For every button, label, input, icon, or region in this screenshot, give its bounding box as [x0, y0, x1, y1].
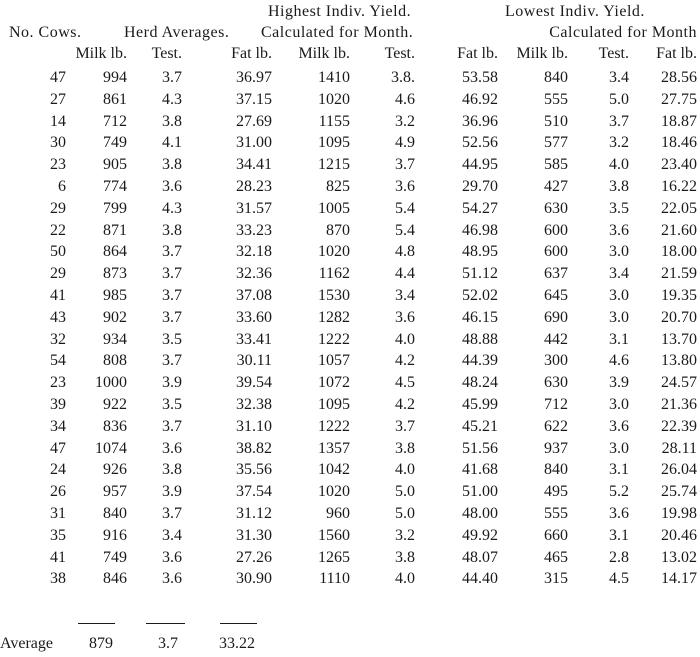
average-fat: 33.22 — [219, 635, 255, 652]
fat-cell: 32.18 — [236, 243, 272, 261]
highest-test-cell: 4.2 — [395, 396, 415, 413]
lowest-fat-cell: 16.22 — [661, 178, 697, 195]
lowest-test-cell: 3.1 — [609, 330, 629, 348]
highest-test-cell: 4.5 — [395, 374, 415, 392]
highest-fat-cell: 44.40 — [462, 570, 498, 588]
highest-test-cell: 4.0 — [395, 461, 415, 479]
test-cell: 3.9 — [162, 374, 182, 392]
highest-milk-column-header: Milk lb. — [298, 45, 350, 62]
lowest-test-cell: 5.0 — [609, 90, 629, 108]
cows-cell: 35 — [50, 526, 66, 544]
highest-test-cell: 4.2 — [395, 352, 415, 370]
highest-milk-cell: 1155 — [318, 112, 350, 130]
cows-cell: 26 — [50, 483, 66, 501]
lowest-fat-cell: 27.75 — [661, 90, 697, 108]
highest-milk-cell: 1410 — [318, 69, 350, 86]
lowest-test-cell: 3.7 — [609, 112, 629, 130]
milk-cell: 916 — [103, 526, 127, 544]
highest-fat-cell: 51.12 — [462, 265, 498, 283]
highest-fat-cell: 46.98 — [462, 221, 498, 239]
test-cell: 3.8 — [162, 461, 182, 479]
cows-cell: 29 — [50, 265, 66, 283]
highest-milk-cell: 1057 — [318, 352, 350, 370]
fat-cell: 36.97 — [236, 69, 272, 86]
fat-cell: 28.23 — [236, 178, 272, 195]
fat-cell: 37.08 — [236, 287, 272, 304]
lowest-milk-cell: 495 — [544, 483, 568, 501]
highest-milk-cell: 1282 — [318, 308, 350, 326]
milk-cell: 922 — [103, 396, 127, 413]
lowest-milk-cell: 630 — [544, 199, 568, 217]
lowest-fat-cell: 20.46 — [661, 526, 697, 544]
highest-fat-cell: 53.58 — [462, 69, 498, 86]
highest-fat-cell: 41.68 — [462, 461, 498, 479]
lowest-milk-cell: 577 — [544, 134, 568, 152]
highest-milk-cell: 1265 — [318, 548, 350, 566]
milk-cell: 957 — [103, 483, 127, 501]
lowest-milk-cell: 600 — [544, 243, 568, 261]
lowest-milk-cell: 585 — [544, 156, 568, 174]
milk-cell: 873 — [103, 265, 127, 283]
highest-test-cell: 4.0 — [395, 330, 415, 348]
lowest-test-cell: 3.8 — [609, 178, 629, 195]
cows-cell: 50 — [50, 243, 66, 261]
lowest-fat-cell: 21.60 — [661, 221, 697, 239]
test-cell: 3.7 — [162, 287, 182, 304]
fat-cell: 35.56 — [236, 461, 272, 479]
lowest-fat-cell: 26.04 — [661, 461, 697, 479]
lowest-fat-cell: 18.46 — [661, 134, 697, 152]
test-cell: 3.7 — [162, 265, 182, 283]
lowest-test-cell: 4.5 — [609, 570, 629, 588]
fat-cell: 27.26 — [236, 548, 272, 566]
lowest-test-cell: 3.4 — [609, 265, 629, 283]
fat-cell: 31.10 — [236, 417, 272, 435]
fat-cell: 32.38 — [236, 396, 272, 413]
cows-cell: 22 — [50, 221, 66, 239]
lowest-fat-cell: 25.74 — [661, 483, 697, 501]
highest-fat-cell: 29.70 — [462, 178, 498, 195]
test-cell: 3.6 — [162, 439, 182, 457]
cows-cell: 43 — [50, 308, 66, 326]
lowest-milk-cell: 660 — [544, 526, 568, 544]
highest-test-cell: 5.0 — [395, 505, 415, 522]
lowest-fat-cell: 13.70 — [661, 330, 697, 348]
highest-milk-cell: 1162 — [318, 265, 350, 283]
lowest-test-cell: 3.6 — [609, 505, 629, 522]
lowest-milk-cell: 637 — [544, 265, 568, 283]
cows-cell: 32 — [50, 330, 66, 348]
average-milk: 879 — [89, 635, 113, 652]
cows-cell: 23 — [50, 156, 66, 174]
test-cell: 3.5 — [162, 330, 182, 348]
lowest-test-cell: 3.9 — [609, 374, 629, 392]
fat-cell: 31.30 — [236, 526, 272, 544]
lowest-fat-cell: 21.59 — [661, 265, 697, 283]
highest-test-cell: 3.4 — [395, 287, 415, 304]
test-cell: 3.6 — [162, 548, 182, 566]
lowest-test-cell: 3.2 — [609, 134, 629, 152]
highest-milk-cell: 1530 — [318, 287, 350, 304]
highest-indiv-yield-heading: Highest Indiv. Yield. — [268, 3, 412, 20]
highest-milk-cell: 1222 — [318, 417, 350, 435]
highest-milk-cell: 1020 — [318, 483, 350, 501]
milk-sum-rule — [78, 623, 115, 624]
test-cell: 3.7 — [162, 308, 182, 326]
test-cell: 3.8 — [162, 112, 182, 130]
milk-cell: 1074 — [95, 439, 127, 457]
lowest-milk-cell: 600 — [544, 221, 568, 239]
test-cell: 4.3 — [162, 199, 182, 217]
lowest-test-cell: 3.0 — [609, 243, 629, 261]
lowest-fat-cell: 18.87 — [661, 112, 697, 130]
lowest-milk-cell: 510 — [544, 112, 568, 130]
highest-test-cell: 4.4 — [395, 265, 415, 283]
highest-fat-cell: 48.07 — [462, 548, 498, 566]
lowest-test-cell: 3.0 — [609, 396, 629, 413]
highest-milk-cell: 1095 — [318, 396, 350, 413]
highest-fat-cell: 51.56 — [462, 439, 498, 457]
fat-cell: 33.60 — [236, 308, 272, 326]
cows-cell: 47 — [50, 439, 66, 457]
highest-fat-cell: 51.00 — [462, 483, 498, 501]
lowest-fat-cell: 20.70 — [661, 308, 697, 326]
lowest-test-cell: 3.1 — [609, 526, 629, 544]
test-cell: 3.8 — [162, 156, 182, 174]
milk-cell: 749 — [103, 134, 127, 152]
lowest-fat-cell: 28.56 — [661, 69, 697, 86]
highest-milk-cell: 1110 — [319, 570, 350, 588]
highest-test-cell: 3.7 — [395, 156, 415, 174]
lowest-test-cell: 3.0 — [609, 308, 629, 326]
cows-cell: 47 — [50, 69, 66, 86]
lowest-fat-cell: 18.00 — [661, 243, 697, 261]
highest-fat-cell: 48.00 — [462, 505, 498, 522]
test-cell: 3.9 — [162, 483, 182, 501]
lowest-fat-cell: 13.80 — [661, 352, 697, 370]
cows-cell: 54 — [50, 352, 66, 370]
test-cell: 3.7 — [162, 505, 182, 522]
highest-test-cell: 3.8. — [391, 69, 415, 86]
fat-cell: 30.90 — [236, 570, 272, 588]
lowest-test-cell: 3.0 — [609, 439, 629, 457]
milk-cell: 871 — [103, 221, 127, 239]
milk-cell: 985 — [103, 287, 127, 304]
highest-milk-cell: 1005 — [318, 199, 350, 217]
lowest-milk-cell: 315 — [544, 570, 568, 588]
highest-test-cell: 3.2 — [395, 112, 415, 130]
cows-cell: 6 — [58, 178, 66, 195]
milk-cell: 836 — [103, 417, 127, 435]
lowest-milk-cell: 840 — [544, 461, 568, 479]
lowest-milk-cell: 442 — [544, 330, 568, 348]
milk-cell: 840 — [103, 505, 127, 522]
milk-cell: 712 — [103, 112, 127, 130]
lowest-milk-cell: 630 — [544, 374, 568, 392]
cows-cell: 38 — [50, 570, 66, 588]
milk-cell: 808 — [103, 352, 127, 370]
cows-cell: 39 — [50, 396, 66, 413]
lowest-milk-cell: 645 — [544, 287, 568, 304]
highest-test-cell: 3.8 — [395, 439, 415, 457]
fat-cell: 31.00 — [236, 134, 272, 152]
highest-test-cell: 3.6 — [395, 308, 415, 326]
highest-fat-cell: 45.99 — [462, 396, 498, 413]
lowest-milk-cell: 555 — [544, 505, 568, 522]
fat-cell: 37.15 — [236, 90, 272, 108]
highest-milk-cell: 1560 — [318, 526, 350, 544]
average-test: 3.7 — [158, 635, 178, 652]
lowest-fat-cell: 19.98 — [661, 505, 697, 522]
lowest-milk-cell: 622 — [544, 417, 568, 435]
milk-cell: 861 — [103, 90, 127, 108]
highest-milk-cell: 1042 — [318, 461, 350, 479]
milk-cell: 994 — [103, 69, 127, 86]
lowest-milk-cell: 840 — [544, 69, 568, 86]
test-cell: 3.7 — [162, 417, 182, 435]
highest-test-cell: 4.8 — [395, 243, 415, 261]
cows-cell: 41 — [50, 287, 66, 304]
fat-cell: 34.41 — [236, 156, 272, 174]
highest-milk-cell: 1357 — [318, 439, 350, 457]
highest-test-cell: 4.0 — [395, 570, 415, 588]
cows-cell: 30 — [50, 134, 66, 152]
lowest-test-cell: 2.8 — [609, 548, 629, 566]
lowest-test-cell: 3.0 — [609, 287, 629, 304]
cows-cell: 27 — [50, 90, 66, 108]
lowest-test-cell: 4.0 — [609, 156, 629, 174]
highest-fat-cell: 46.92 — [462, 90, 498, 108]
no-cows-heading: No. Cows. — [9, 24, 82, 41]
cows-cell: 14 — [50, 112, 66, 130]
milk-cell: 1000 — [95, 374, 127, 392]
lowest-test-column-header: Test. — [598, 45, 629, 62]
lowest-test-cell: 3.6 — [609, 417, 629, 435]
lowest-test-cell: 3.6 — [609, 221, 629, 239]
lowest-test-cell: 4.6 — [609, 352, 629, 370]
test-cell: 3.8 — [162, 221, 182, 239]
lowest-fat-cell: 22.05 — [661, 199, 697, 217]
highest-test-cell: 3.7 — [395, 417, 415, 435]
test-column-header: Test. — [151, 45, 182, 62]
test-cell: 3.6 — [162, 178, 182, 195]
highest-milk-cell: 1222 — [318, 330, 350, 348]
highest-test-cell: 3.6 — [395, 178, 415, 195]
highest-fat-cell: 44.95 — [462, 156, 498, 174]
lowest-milk-cell: 690 — [544, 308, 568, 326]
highest-fat-cell: 49.92 — [462, 526, 498, 544]
cows-cell: 34 — [50, 417, 66, 435]
lowest-milk-cell: 300 — [544, 352, 568, 370]
highest-test-cell: 3.8 — [395, 548, 415, 566]
milk-cell: 846 — [103, 570, 127, 588]
highest-milk-cell: 1020 — [318, 90, 350, 108]
fat-cell: 27.69 — [236, 112, 272, 130]
milk-cell: 902 — [103, 308, 127, 326]
lowest-test-cell: 3.4 — [609, 69, 629, 86]
fat-cell: 30.11 — [236, 352, 272, 370]
fat-cell: 38.82 — [236, 439, 272, 457]
cows-cell: 41 — [50, 548, 66, 566]
fat-cell: 31.57 — [236, 199, 272, 217]
lowest-test-cell: 3.1 — [609, 461, 629, 479]
cows-cell: 29 — [50, 199, 66, 217]
milk-cell: 905 — [103, 156, 127, 174]
highest-test-cell: 5.4 — [395, 221, 415, 239]
highest-test-cell: 4.9 — [395, 134, 415, 152]
milk-cell: 934 — [103, 330, 127, 348]
herd-averages-heading: Herd Averages. — [124, 24, 230, 41]
fat-cell: 33.41 — [236, 330, 272, 348]
average-label: Average — [0, 635, 53, 652]
highest-fat-column-header: Fat lb. — [457, 45, 498, 62]
highest-milk-cell: 960 — [326, 505, 350, 522]
highest-milk-cell: 1215 — [318, 156, 350, 174]
milk-cell: 774 — [103, 178, 127, 195]
highest-test-column-header: Test. — [384, 45, 415, 62]
highest-fat-cell: 52.02 — [462, 287, 498, 304]
lowest-fat-cell: 23.40 — [661, 156, 697, 174]
cows-cell: 31 — [50, 505, 66, 522]
highest-milk-cell: 1072 — [318, 374, 350, 392]
test-cell: 4.1 — [162, 134, 182, 152]
cows-cell: 24 — [50, 461, 66, 479]
fat-sum-rule — [220, 623, 257, 624]
cows-cell: 23 — [50, 374, 66, 392]
test-cell: 3.7 — [162, 69, 182, 86]
highest-test-cell: 5.4 — [395, 199, 415, 217]
milk-cell: 749 — [103, 548, 127, 566]
highest-test-cell: 4.6 — [395, 90, 415, 108]
test-cell: 3.7 — [162, 352, 182, 370]
calculated-for-month-heading: Calculated for Month. — [261, 24, 414, 41]
highest-milk-cell: 1020 — [318, 243, 350, 261]
highest-fat-cell: 48.24 — [462, 374, 498, 392]
lowest-test-cell: 3.5 — [609, 199, 629, 217]
highest-test-cell: 5.0 — [395, 483, 415, 501]
lowest-test-cell: 5.2 — [609, 483, 629, 501]
milk-column-header: Milk lb. — [75, 45, 127, 62]
highest-fat-cell: 44.39 — [462, 352, 498, 370]
lowest-fat-cell: 24.57 — [661, 374, 697, 392]
milk-cell: 926 — [103, 461, 127, 479]
lowest-fat-cell: 22.39 — [661, 417, 697, 435]
highest-fat-cell: 52.56 — [462, 134, 498, 152]
calculated-for-month-heading-2: Calculated for Month — [549, 24, 697, 41]
lowest-milk-cell: 937 — [544, 439, 568, 457]
test-cell: 3.6 — [162, 570, 182, 588]
lowest-fat-column-header: Fat lb. — [656, 45, 697, 62]
highest-milk-cell: 825 — [326, 178, 350, 195]
lowest-fat-cell: 19.35 — [661, 287, 697, 304]
lowest-fat-cell: 21.36 — [661, 396, 697, 413]
fat-cell: 37.54 — [236, 483, 272, 501]
test-cell: 3.7 — [162, 243, 182, 261]
highest-milk-cell: 1095 — [318, 134, 350, 152]
lowest-milk-cell: 427 — [544, 178, 568, 195]
lowest-milk-cell: 465 — [544, 548, 568, 566]
highest-fat-cell: 48.88 — [462, 330, 498, 348]
lowest-fat-cell: 28.11 — [661, 439, 697, 457]
test-cell: 3.5 — [162, 396, 182, 413]
fat-cell: 32.36 — [236, 265, 272, 283]
test-sum-rule — [146, 623, 185, 624]
test-cell: 4.3 — [162, 90, 182, 108]
milk-cell: 799 — [103, 199, 127, 217]
highest-fat-cell: 45.21 — [462, 417, 498, 435]
highest-fat-cell: 36.96 — [462, 112, 498, 130]
highest-fat-cell: 46.15 — [462, 308, 498, 326]
lowest-fat-cell: 13.02 — [661, 548, 697, 566]
lowest-milk-column-header: Milk lb. — [516, 45, 568, 62]
highest-fat-cell: 48.95 — [462, 243, 498, 261]
highest-fat-cell: 54.27 — [462, 199, 498, 217]
fat-cell: 31.12 — [236, 505, 272, 522]
fat-cell: 33.23 — [236, 221, 272, 239]
milk-cell: 864 — [103, 243, 127, 261]
fat-column-header: Fat lb. — [231, 45, 272, 62]
highest-test-cell: 3.2 — [395, 526, 415, 544]
test-cell: 3.4 — [162, 526, 182, 544]
lowest-indiv-yield-heading: Lowest Indiv. Yield. — [505, 3, 645, 20]
highest-milk-cell: 870 — [326, 221, 350, 239]
lowest-milk-cell: 555 — [544, 90, 568, 108]
lowest-milk-cell: 712 — [544, 396, 568, 413]
lowest-fat-cell: 14.17 — [661, 570, 697, 588]
fat-cell: 39.54 — [236, 374, 272, 392]
